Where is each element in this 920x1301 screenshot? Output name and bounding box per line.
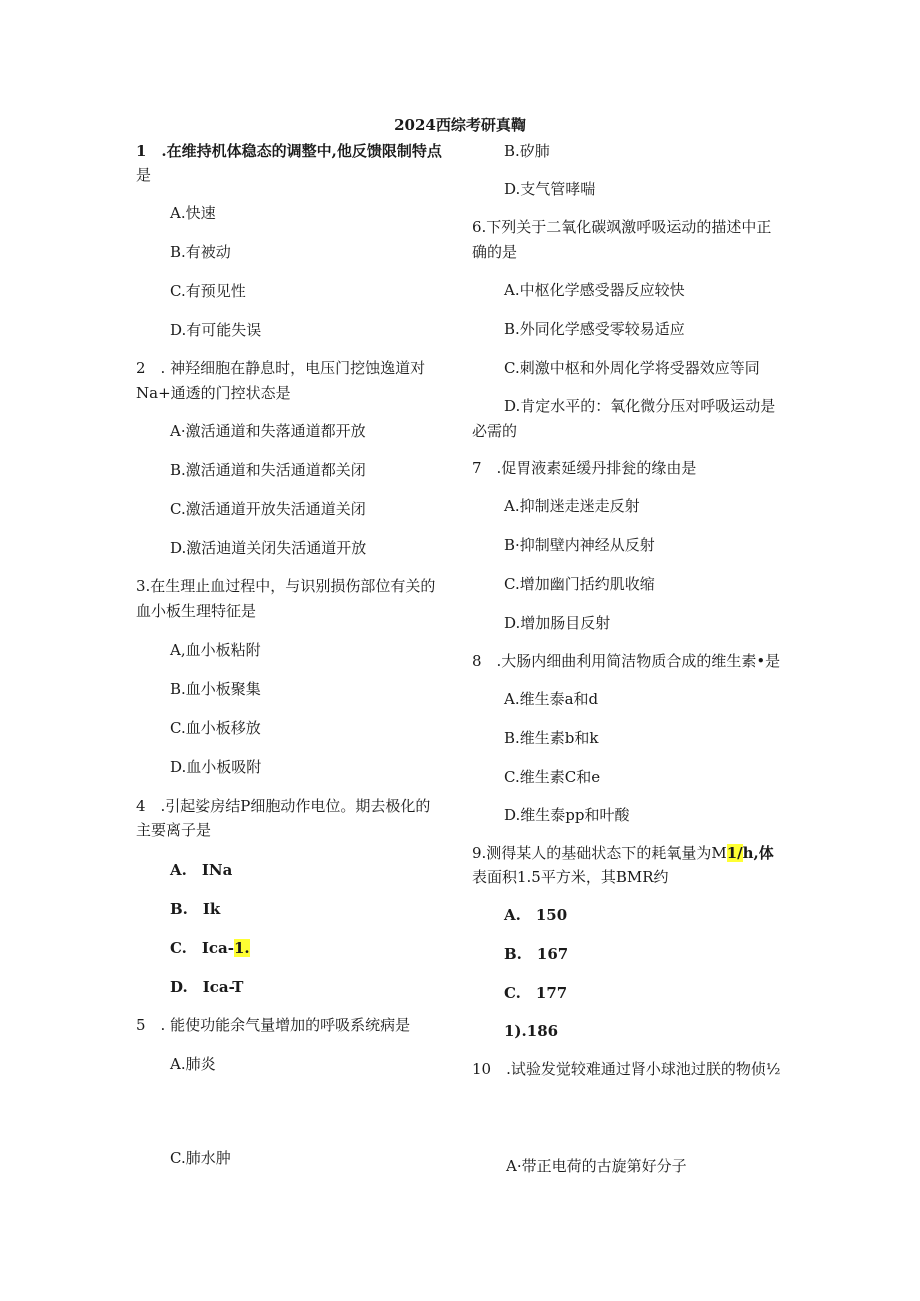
q6-option-d-line-1: D.肯定水平的：氧化微分压对呼吸运动是 xyxy=(504,397,776,415)
question-2-line-2: Na+通透的门控状态是 xyxy=(136,384,291,402)
q2-option-c: C.激活通道开放失活通道关闭 xyxy=(170,500,366,518)
highlight-mark: 1. xyxy=(234,939,250,957)
q4-option-c xyxy=(170,936,250,960)
q9-text-b: h,体 xyxy=(742,844,774,862)
q5-option-c: C.肺水肿 xyxy=(170,1149,231,1167)
q8-option-b: B.维生素b和k xyxy=(504,729,599,747)
question-9-line-1 xyxy=(472,841,774,865)
q8-option-c: C.维生素C和e xyxy=(504,768,601,786)
q9-text-a: 9.测得某人的基础状态下的耗氧量为M xyxy=(472,844,727,862)
question-4-line-2: 主要离子是 xyxy=(136,821,212,839)
q8-option-d: D.维生泰pp和叶酸 xyxy=(504,806,630,824)
q9-option-a: A. 150 xyxy=(504,906,568,924)
q3-option-b: B.血小板聚集 xyxy=(170,680,261,698)
q7-option-a: A.抑制迷走迷走反射 xyxy=(504,497,640,515)
question-3-line-2: 血小板生理特征是 xyxy=(136,602,257,620)
q2-option-a: A·激活通道和失落通道都开放 xyxy=(170,422,366,440)
question-3-line-1: 3.在生理止血过程中，与识别损伤部位有关的 xyxy=(136,577,436,595)
q2-option-d: D.激活迪道关闭失活通道开放 xyxy=(170,539,367,557)
q5-option-b: B.矽肺 xyxy=(504,142,550,160)
question-5-line-1: 5 . 能使功能余气量增加的呼吸系统病是 xyxy=(136,1016,411,1034)
q7-option-c: C.增加幽门括约肌收缩 xyxy=(504,575,655,593)
question-1-line-1: 1 .在维持机体稳态的调整中,他反馈限制特点 xyxy=(136,142,442,160)
page-title: 2024西综考研真鞫 xyxy=(394,116,526,134)
q3-option-a: A,血小板粘附 xyxy=(170,641,261,659)
q9-option-b: B. 167 xyxy=(504,945,569,963)
q1-option-b: B.有被动 xyxy=(170,243,231,261)
question-8-line-1: 8 .大肠内细曲利用简洁物质合成的维生素•是 xyxy=(472,652,781,670)
q1-option-a: A.快速 xyxy=(170,204,216,222)
q9-option-d: 1).186 xyxy=(504,1022,559,1040)
q6-option-b: B.外同化学感受零较易适应 xyxy=(504,320,685,338)
q5-option-a: A.肺炎 xyxy=(170,1055,216,1073)
q1-option-d: D.有可能失误 xyxy=(170,321,262,339)
q8-option-a: A.维生泰a和d xyxy=(504,690,599,708)
question-10-line-1: 10 .试验发觉较难通过肾小球池过朕的物侦½ xyxy=(472,1060,781,1078)
question-6-line-1: 6.下列关于二氧化碳飒激呼吸运动的描述中正 xyxy=(472,218,772,236)
q7-option-d: D.增加肠目反射 xyxy=(504,614,611,632)
q6-option-d-line-2: 必需的 xyxy=(472,422,518,440)
q10-option-a: A·带正电荷的古旋第好分子 xyxy=(506,1157,687,1175)
question-2-line-1: 2 . 神羟细胞在静息时，电压门挖蚀逸道对 xyxy=(136,359,426,377)
question-4-line-1: 4 .引起娑房结P细胞动作电位。期去极化的 xyxy=(136,797,431,815)
q7-option-b: B·抑制壁内神经从反射 xyxy=(504,536,655,554)
q9-option-c: C. 177 xyxy=(504,984,568,1002)
question-1-line-2: 是 xyxy=(136,166,152,184)
q6-option-c: C.刺激中枢和外周化学将受器效应等同 xyxy=(504,359,760,377)
q4-option-d: D. Ica-T xyxy=(170,978,244,996)
q4-option-a: A. INa xyxy=(170,861,233,879)
q6-option-a: A.中枢化学感受器反应较快 xyxy=(504,281,685,299)
q4-option-c-text: C. Ica- xyxy=(170,939,234,957)
q1-option-c: C.有预见性 xyxy=(170,282,246,300)
question-7-line-1: 7 .促胃液素延缓丹排瓮的缘由是 xyxy=(472,459,697,477)
question-6-line-2: 确的是 xyxy=(472,243,518,261)
q3-option-c: C.血小板移放 xyxy=(170,719,261,737)
highlight-mark: 1/ xyxy=(726,844,743,862)
q5-option-d: D.支气管哮喘 xyxy=(504,180,596,198)
question-9-line-2: 表面积1.5平方米，其BMR约 xyxy=(472,868,669,886)
q4-option-b: B. Ik xyxy=(170,900,221,918)
q3-option-d: D.血小板吸附 xyxy=(170,758,262,776)
q2-option-b: B.激活通道和失活通道都关闭 xyxy=(170,461,366,479)
